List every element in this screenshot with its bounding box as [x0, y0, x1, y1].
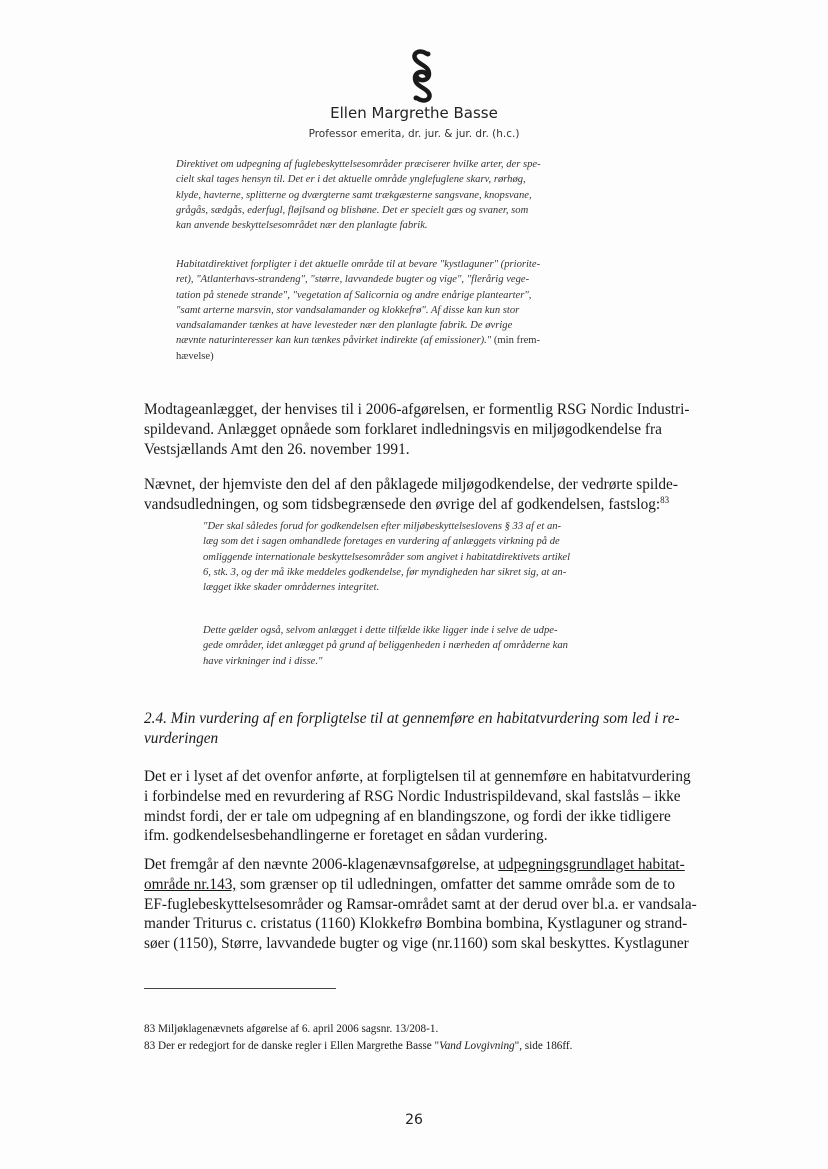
quote-board-ruling-cont: Dette gælder også, selvom anlægget i dette tilfælde ikke ligger inde i selve de udpe- gede områder, idet anlægget på grund af beliggenheden i nærheden af områderne kan have virkninger ind i disse.": [203, 625, 568, 667]
paragraph-assessment: Det er i lyset af det ovenfor anførte, at forpligtelsen til at gennemføre en habitatvurdering i forbindelse med en revurdering af RSG Nordic Industrispildevand, skal fastslås – ikke mindst fordi, der er tale om udpegning af en blandingszone, og fordi der ikke tidligere ifm. godkendelsesbehandlingerne er foretaget en sådan vurdering.: [144, 768, 691, 845]
paragraph-reception-plant: Modtageanlægget, der henvises til i 2006-afgørelsen, er formentlig RSG Nordic Industri- spildevand. Anlægget opnåede som forklaret indledningsvis en miljøgodkendelse fra Vestsjællands Amt den 26. november 1991.: [144, 401, 690, 458]
quote-bird-directive: Direktivet om udpegning af fuglebeskyttelsesområder præciserer hvilke arter, der spe- cielt skal tages hensyn til. Det er i det aktuelle område ynglefuglene skarv, rørhøg, klyde, havterne, splitterne og dværgterne samt trækgæsterne sangsvane, knopsvane, grågås, sædgås, ederfugl, fløjlsand og blishøne. Det er specielt gæs og svaner, som kan anvende beskyttelsesområdet nær den planlagte fabrik.: [176, 159, 541, 232]
underlined-text: udpegningsgrundlaget habitat-: [498, 856, 685, 873]
paragraph-designation-basis: Det fremgår af den nævnte 2006-klagenævnsafgørelse, at udpegningsgrundlaget habitat- område nr.143, som grænser op til udledningen, omfatter det samme område som de to EF-fuglebeskyttelsesområder og Ramsar-området samt at der derud over bl.a. er vandsala- mander Triturus c. cristatus (1160) Klokkefrø Bombina bombina, Kystlaguner og strand- søer (1150), Større, lavvandede bugter og vige (nr.1160) som skal beskyttes. Kystlaguner: [144, 856, 697, 953]
footnote-1: 83 Miljøklagenævnets afgørelse af 6. april 2006 sagsnr. 13/208-1.: [144, 1023, 439, 1035]
section-heading: 2.4. Min vurdering af en forpligtelse til at gennemføre en habitatvurdering som led i re- vurderingen: [144, 710, 680, 747]
footnote-ref: 83: [660, 494, 670, 505]
quote-habitat-directive: Habitatdirektivet forpligter i det aktuelle område til at bevare "kystlaguner" (priorite- ret), "Atlanterhavs-strandeng", "større, lavvandede bugter og vige", "flerårig vege- tation på stenede strande", "vegetation af Salicornia og andre enårige plantearter", "samt arterne marsvin, stor vandsalamander og klokkefrø". Af disse kan kun stor vandsalamander tænkes at have levesteder nær den planlagte fabrik. De øvrige nævnte naturinteresser kan kun tænkes påvirket indirekte (af emissioner)." (min frem- hævelse): [176, 259, 541, 362]
author-affiliation: Professor emerita, dr. jur. & jur. dr. (h.c.): [308, 128, 520, 140]
paragraph-board-ruling: Nævnet, der hjemviste den del af den påklagede miljøgodkendelse, der vedrørte spilde- vandsudledningen, og som tidsbegrænsede den øvrige del af godkendelsen, fastslog:$^{83}$: [144, 476, 678, 513]
quote-board-ruling: "Der skal således forud for godkendelsen efter miljøbeskyttelseslovens § 33 af et an- læg som det i sagen omhandlede foretages en vurdering af anlæggets virkning på de omliggende internationale beskyttelsesområder som angivet i habitatdirektivets artikel 6, stk. 3, og der må ikke meddeles godkendelse, før myndigheden har sikret sig, at an- lægget ikke skader områdernes integritet.: [203, 521, 571, 594]
footnote-2: 83 Der er redegjort for de danske regler i Ellen Margrethe Basse "Vand Lovgivning", side 186ff.: [144, 1040, 573, 1052]
section-sign-logo-icon: [405, 46, 439, 106]
page-number: 26: [405, 1112, 423, 1128]
author-name: Ellen Margrethe Basse: [330, 104, 498, 122]
footnote-divider: [144, 988, 336, 989]
